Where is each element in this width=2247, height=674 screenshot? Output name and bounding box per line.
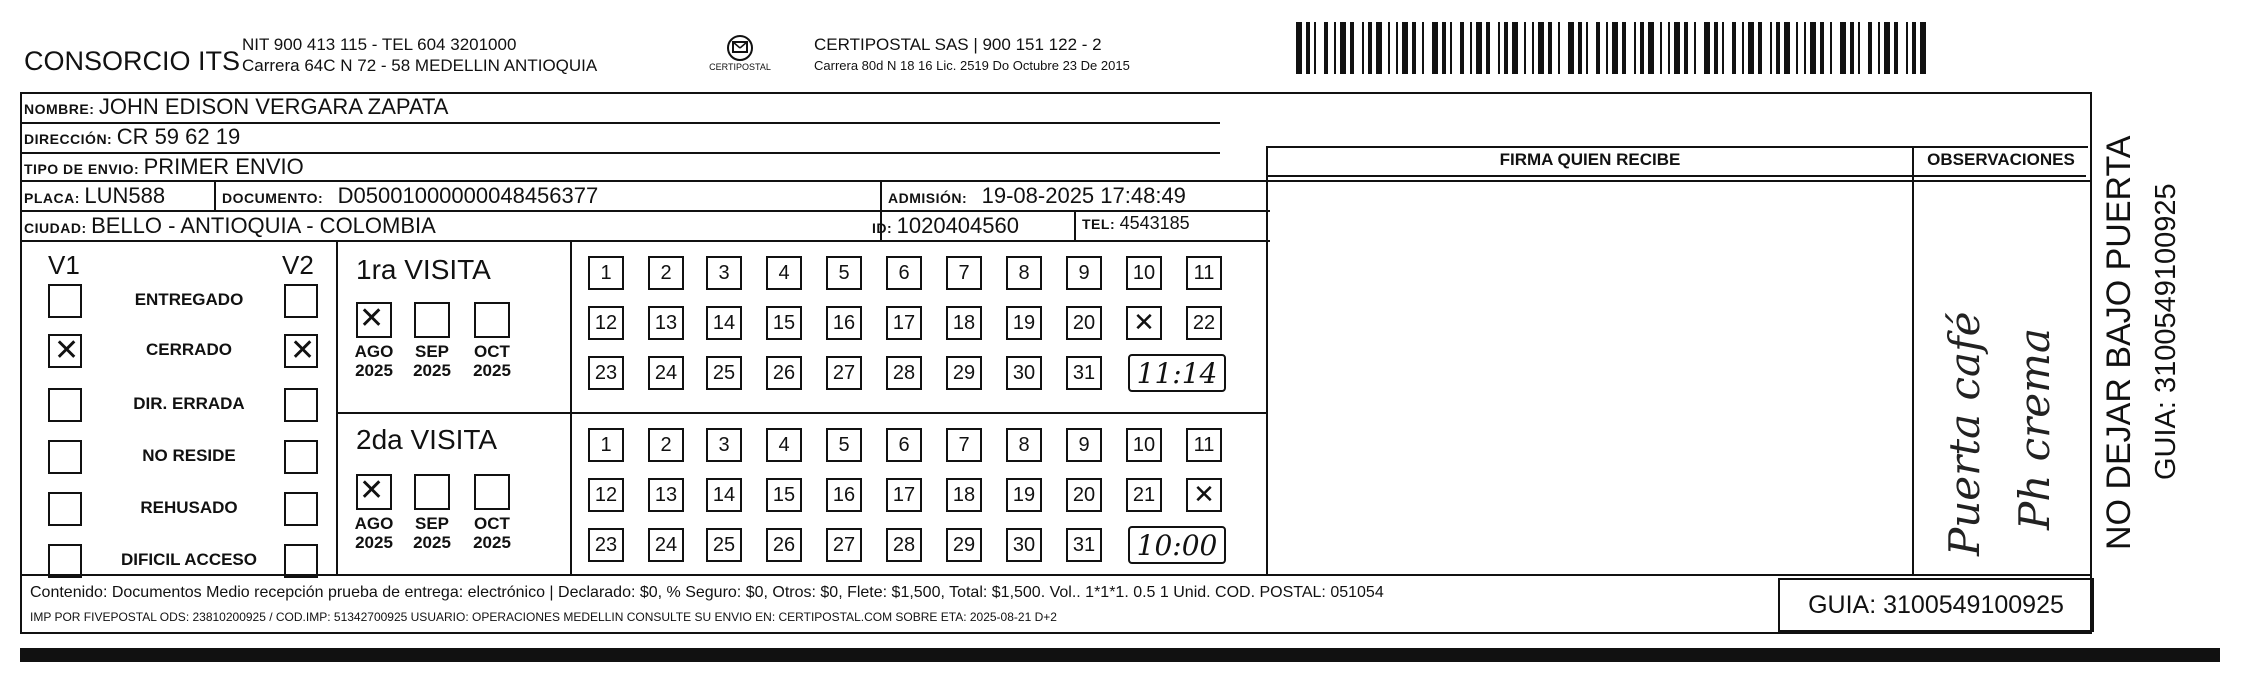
barcode-bar xyxy=(1858,22,1860,74)
barcode-bar xyxy=(1606,22,1608,74)
day-box[interactable]: ✕ xyxy=(1186,478,1222,512)
status-label: REHUSADO xyxy=(140,498,238,517)
day-box[interactable]: 6 xyxy=(886,256,922,290)
barcode-bar xyxy=(1912,22,1916,74)
day-box[interactable]: 16 xyxy=(826,478,862,512)
day-box[interactable]: 8 xyxy=(1006,256,1042,290)
month-label: SEP 2025 xyxy=(413,342,451,380)
barcode-bar xyxy=(1442,22,1446,74)
day-box[interactable]: 5 xyxy=(826,256,862,290)
barcode-bar xyxy=(1668,22,1670,74)
barcode-bar xyxy=(1732,22,1736,74)
month-label: OCT 2025 xyxy=(473,514,511,552)
barcode-bar xyxy=(1878,22,1880,74)
barcode-bar xyxy=(1742,22,1744,74)
barcode-bar xyxy=(1368,22,1372,74)
day-box[interactable]: 11 xyxy=(1186,428,1222,462)
barcode-bar xyxy=(1432,22,1438,74)
day-box[interactable]: 28 xyxy=(886,528,922,562)
barcode-bar xyxy=(1568,22,1574,74)
barcode-bar xyxy=(1362,22,1364,74)
form-frame xyxy=(20,92,2092,634)
barcode-bar xyxy=(1524,22,1526,74)
barcode-bar xyxy=(1476,22,1482,74)
documento-label: DOCUMENTO: xyxy=(222,190,324,206)
barcode xyxy=(1296,22,1936,74)
day-box[interactable]: 26 xyxy=(766,356,802,390)
nombre-label: NOMBRE: xyxy=(24,101,95,117)
day-box[interactable]: 20 xyxy=(1066,478,1102,512)
day-box[interactable]: 14 xyxy=(706,478,742,512)
v1-checkbox[interactable] xyxy=(48,388,82,422)
month-check-mark: ✕ xyxy=(359,301,385,336)
day-box[interactable]: 19 xyxy=(1006,306,1042,340)
day-box[interactable]: 18 xyxy=(946,306,982,340)
status-label: NO RESIDE xyxy=(142,446,236,465)
day-box[interactable]: 9 xyxy=(1066,256,1102,290)
barcode-bar xyxy=(1850,22,1854,74)
observacion-handwritten-1: Puerta café xyxy=(1940,311,1989,556)
barcode-bar xyxy=(1470,22,1472,74)
direccion-value: CR 59 62 19 xyxy=(116,124,241,149)
day-box[interactable]: 31 xyxy=(1066,356,1102,390)
barcode-bar xyxy=(1894,22,1898,74)
day-box[interactable]: 2 xyxy=(648,428,684,462)
nombre-value: JOHN EDISON VERGARA ZAPATA xyxy=(98,94,449,119)
status-label: DIFICIL ACCESO xyxy=(120,550,257,569)
day-box[interactable]: 4 xyxy=(766,256,802,290)
barcode-bar xyxy=(1820,22,1824,74)
barcode-bar xyxy=(1396,22,1398,74)
v2-checkbox[interactable] xyxy=(284,440,318,474)
barcode-bar xyxy=(1340,22,1346,74)
day-box[interactable]: 7 xyxy=(946,256,982,290)
month-checkbox[interactable] xyxy=(414,302,450,338)
barcode-bar xyxy=(1538,22,1544,74)
tipo-envio-label: TIPO DE ENVIO: xyxy=(24,161,140,177)
barcode-bar xyxy=(1486,22,1490,74)
barcode-bar xyxy=(1412,22,1416,74)
v2-checkbox[interactable] xyxy=(284,544,318,578)
barcode-bar xyxy=(1634,22,1636,74)
day-box[interactable]: 31 xyxy=(1066,528,1102,562)
bottom-bar xyxy=(20,648,2220,662)
month-label: AGO 2025 xyxy=(354,342,394,380)
barcode-bar xyxy=(1324,22,1328,74)
side-warning: NO DEJAR BAJO PUERTA xyxy=(2100,135,2138,550)
day-box[interactable]: ✕ xyxy=(1126,306,1162,340)
barcode-bar xyxy=(1512,22,1518,74)
day-box[interactable]: 22 xyxy=(1186,306,1222,340)
day-box[interactable]: 15 xyxy=(766,306,802,340)
barcode-bar xyxy=(1714,22,1718,74)
day-box[interactable]: 26 xyxy=(766,528,802,562)
barcode-bar xyxy=(1684,22,1688,74)
certipostal-info xyxy=(814,34,1130,76)
barcode-bar xyxy=(1660,22,1662,74)
day-box[interactable]: 16 xyxy=(826,306,862,340)
barcode-bar xyxy=(1422,22,1424,74)
month-check-mark: ✕ xyxy=(359,473,385,508)
day-box[interactable]: 10 xyxy=(1126,256,1162,290)
barcode-bar xyxy=(1450,22,1452,74)
day-box[interactable]: 23 xyxy=(588,356,624,390)
barcode-bar xyxy=(1578,22,1582,74)
barcode-bar xyxy=(1586,22,1588,74)
barcode-bar xyxy=(1376,22,1382,74)
company-info xyxy=(242,34,597,76)
barcode-bar xyxy=(1840,22,1846,74)
observacion-handwritten-2: Ph crema xyxy=(2010,328,2059,530)
day-box[interactable]: 12 xyxy=(588,306,624,340)
admision-value: 19-08-2025 17:48:49 xyxy=(981,183,1186,208)
day-box[interactable]: 20 xyxy=(1066,306,1102,340)
day-box[interactable]: 1 xyxy=(588,428,624,462)
logo-text: CERTIPOSTAL xyxy=(709,62,771,72)
v1-checkbox[interactable] xyxy=(48,544,82,578)
day-box[interactable]: 6 xyxy=(886,428,922,462)
barcode-bar xyxy=(1804,22,1806,74)
barcode-bar xyxy=(1504,22,1508,74)
ciudad-value: BELLO - ANTIOQUIA - COLOMBIA xyxy=(91,213,436,238)
v2-checkbox[interactable] xyxy=(284,388,318,422)
certi-line-1: CERTIPOSTAL SAS | 900 151 122 - 2 xyxy=(814,35,1102,54)
day-box[interactable]: 2 xyxy=(648,256,684,290)
day-box[interactable]: 12 xyxy=(588,478,624,512)
address-line: Carrera 64C N 72 - 58 MEDELLIN ANTIOQUIA xyxy=(242,56,598,75)
day-box[interactable]: 30 xyxy=(1006,356,1042,390)
barcode-bar xyxy=(1758,22,1762,74)
barcode-bar xyxy=(1532,22,1534,74)
month-label: SEP 2025 xyxy=(413,514,451,552)
day-box[interactable]: 5 xyxy=(826,428,862,462)
barcode-bar xyxy=(1748,22,1754,74)
documento-value: D05001000000048456377 xyxy=(337,183,599,208)
barcode-bar xyxy=(1388,22,1390,74)
barcode-bar xyxy=(1796,22,1798,74)
day-box[interactable]: 30 xyxy=(1006,528,1042,562)
v2-checkbox[interactable] xyxy=(284,284,318,318)
day-box[interactable]: 21 xyxy=(1126,478,1162,512)
placa-label: PLACA: xyxy=(24,190,80,206)
barcode-bar xyxy=(1296,22,1302,74)
barcode-bar xyxy=(1830,22,1832,74)
status-label: CERRADO xyxy=(146,340,232,359)
tel-value: 4543185 xyxy=(1119,213,1190,233)
day-box[interactable]: 27 xyxy=(826,356,862,390)
barcode-bar xyxy=(1596,22,1600,74)
ciudad-label: CIUDAD: xyxy=(24,220,87,236)
month-checkbox[interactable] xyxy=(414,474,450,510)
day-box[interactable]: 4 xyxy=(766,428,802,462)
day-box[interactable]: 23 xyxy=(588,528,624,562)
month-label: OCT 2025 xyxy=(473,342,511,380)
day-box[interactable]: 27 xyxy=(826,528,862,562)
day-box[interactable]: 15 xyxy=(766,478,802,512)
second-visit-title: 2da VISITA xyxy=(356,424,498,455)
barcode-bar xyxy=(1640,22,1644,74)
status-label: DIR. ERRADA xyxy=(133,394,245,413)
status-label: ENTREGADO xyxy=(134,290,244,309)
day-box[interactable]: 14 xyxy=(706,306,742,340)
barcode-bar xyxy=(1722,22,1724,74)
month-checkbox[interactable] xyxy=(474,302,510,338)
barcode-bar xyxy=(1704,22,1710,74)
day-box[interactable]: 13 xyxy=(648,478,684,512)
v1-checkbox[interactable] xyxy=(48,440,82,474)
day-box[interactable]: 11 xyxy=(1186,256,1222,290)
month-label: AGO 2025 xyxy=(354,514,394,552)
day-box[interactable]: 28 xyxy=(886,356,922,390)
nit-line: NIT 900 413 115 - TEL 604 3201000 xyxy=(242,35,517,54)
day-box[interactable]: 18 xyxy=(946,478,982,512)
tel-label: TEL: xyxy=(1082,216,1116,232)
barcode-bar xyxy=(1884,22,1890,74)
company-name: CONSORCIO ITS xyxy=(24,46,241,76)
barcode-bar xyxy=(1498,22,1500,74)
barcode-bar xyxy=(1334,22,1336,74)
v1-checkbox[interactable] xyxy=(48,284,82,318)
barcode-bar xyxy=(1810,22,1816,74)
day-box[interactable]: 13 xyxy=(648,306,684,340)
day-box[interactable]: 7 xyxy=(946,428,982,462)
day-box[interactable]: 25 xyxy=(706,356,742,390)
side-guia: GUIA: 3100549100925 xyxy=(2150,183,2182,480)
day-box[interactable]: 29 xyxy=(946,356,982,390)
certi-line-2: Carrera 80d N 18 16 Lic. 2519 Do Octubre 23 De 2015 xyxy=(814,58,1130,73)
barcode-bar xyxy=(1402,22,1408,74)
day-box[interactable]: 10 xyxy=(1126,428,1162,462)
visit-time: 11:14 xyxy=(1128,354,1226,392)
day-box[interactable]: 9 xyxy=(1066,428,1102,462)
barcode-bar xyxy=(1558,22,1560,74)
barcode-bar xyxy=(1648,22,1654,74)
v2-checkbox[interactable] xyxy=(284,492,318,526)
v2-header: V2 xyxy=(282,250,314,280)
barcode-bar xyxy=(1548,22,1552,74)
day-box[interactable]: 3 xyxy=(706,256,742,290)
placa-value: LUN588 xyxy=(84,183,166,208)
month-checkbox[interactable] xyxy=(474,474,510,510)
day-box[interactable]: 24 xyxy=(648,356,684,390)
barcode-bar xyxy=(1306,22,1310,74)
day-box[interactable]: 19 xyxy=(1006,478,1042,512)
day-box[interactable]: 25 xyxy=(706,528,742,562)
visit-time: 10:00 xyxy=(1128,526,1226,564)
firma-header: FIRMA QUIEN RECIBE xyxy=(1499,150,1681,169)
footer-content: Contenido: Documentos Medio recepción prueba de entrega: electrónico | Declarado: $0, % Seguro: $0, Otros: $0, Flete: $1,500, Total: $1,500. Vol.. 1*1*1. 0.5 1 Unid. COD. POSTAL: 051054 xyxy=(30,584,1384,601)
day-box[interactable]: 8 xyxy=(1006,428,1042,462)
v2-check-mark: ✕ xyxy=(290,333,316,368)
v1-checkbox[interactable] xyxy=(48,492,82,526)
observaciones-header: OBSERVACIONES xyxy=(1927,150,2075,169)
direccion-label: DIRECCIÓN: xyxy=(24,131,113,147)
barcode-bar xyxy=(1694,22,1696,74)
barcode-bar xyxy=(1622,22,1626,74)
day-box[interactable]: 29 xyxy=(946,528,982,562)
barcode-bar xyxy=(1770,22,1772,74)
id-value: 1020404560 xyxy=(896,213,1019,238)
barcode-bar xyxy=(1868,22,1872,74)
footer-print-info: IMP POR FIVEPOSTAL ODS: 23810200925 / COD.IMP: 51342700925 USUARIO: OPERACIONES MEDELLIN CONSULTE SU ENVIO EN: CERTIPOSTAL.COM SOBRE ETA: 2025-08-21 D+2 xyxy=(30,610,1057,624)
day-box[interactable]: 17 xyxy=(886,478,922,512)
v1-header: V1 xyxy=(48,250,80,280)
id-label: ID: xyxy=(872,220,893,236)
barcode-bar xyxy=(1906,22,1908,74)
barcode-bar xyxy=(1460,22,1464,74)
barcode-bar xyxy=(1784,22,1790,74)
v1-check-mark: ✕ xyxy=(54,333,80,368)
barcode-bar xyxy=(1920,22,1926,74)
day-box[interactable]: 17 xyxy=(886,306,922,340)
day-box[interactable]: 3 xyxy=(706,428,742,462)
barcode-bar xyxy=(1776,22,1780,74)
barcode-bar xyxy=(1314,22,1316,74)
barcode-bar xyxy=(1674,22,1680,74)
guia-number: GUIA: 3100549100925 xyxy=(1778,578,2094,632)
first-visit-title: 1ra VISITA xyxy=(356,254,491,285)
admision-label: ADMISIÓN: xyxy=(888,190,968,206)
barcode-bar xyxy=(1350,22,1354,74)
day-box[interactable]: 1 xyxy=(588,256,624,290)
tipo-envio-value: PRIMER ENVIO xyxy=(143,154,304,179)
day-box[interactable]: 24 xyxy=(648,528,684,562)
barcode-bar xyxy=(1612,22,1618,74)
